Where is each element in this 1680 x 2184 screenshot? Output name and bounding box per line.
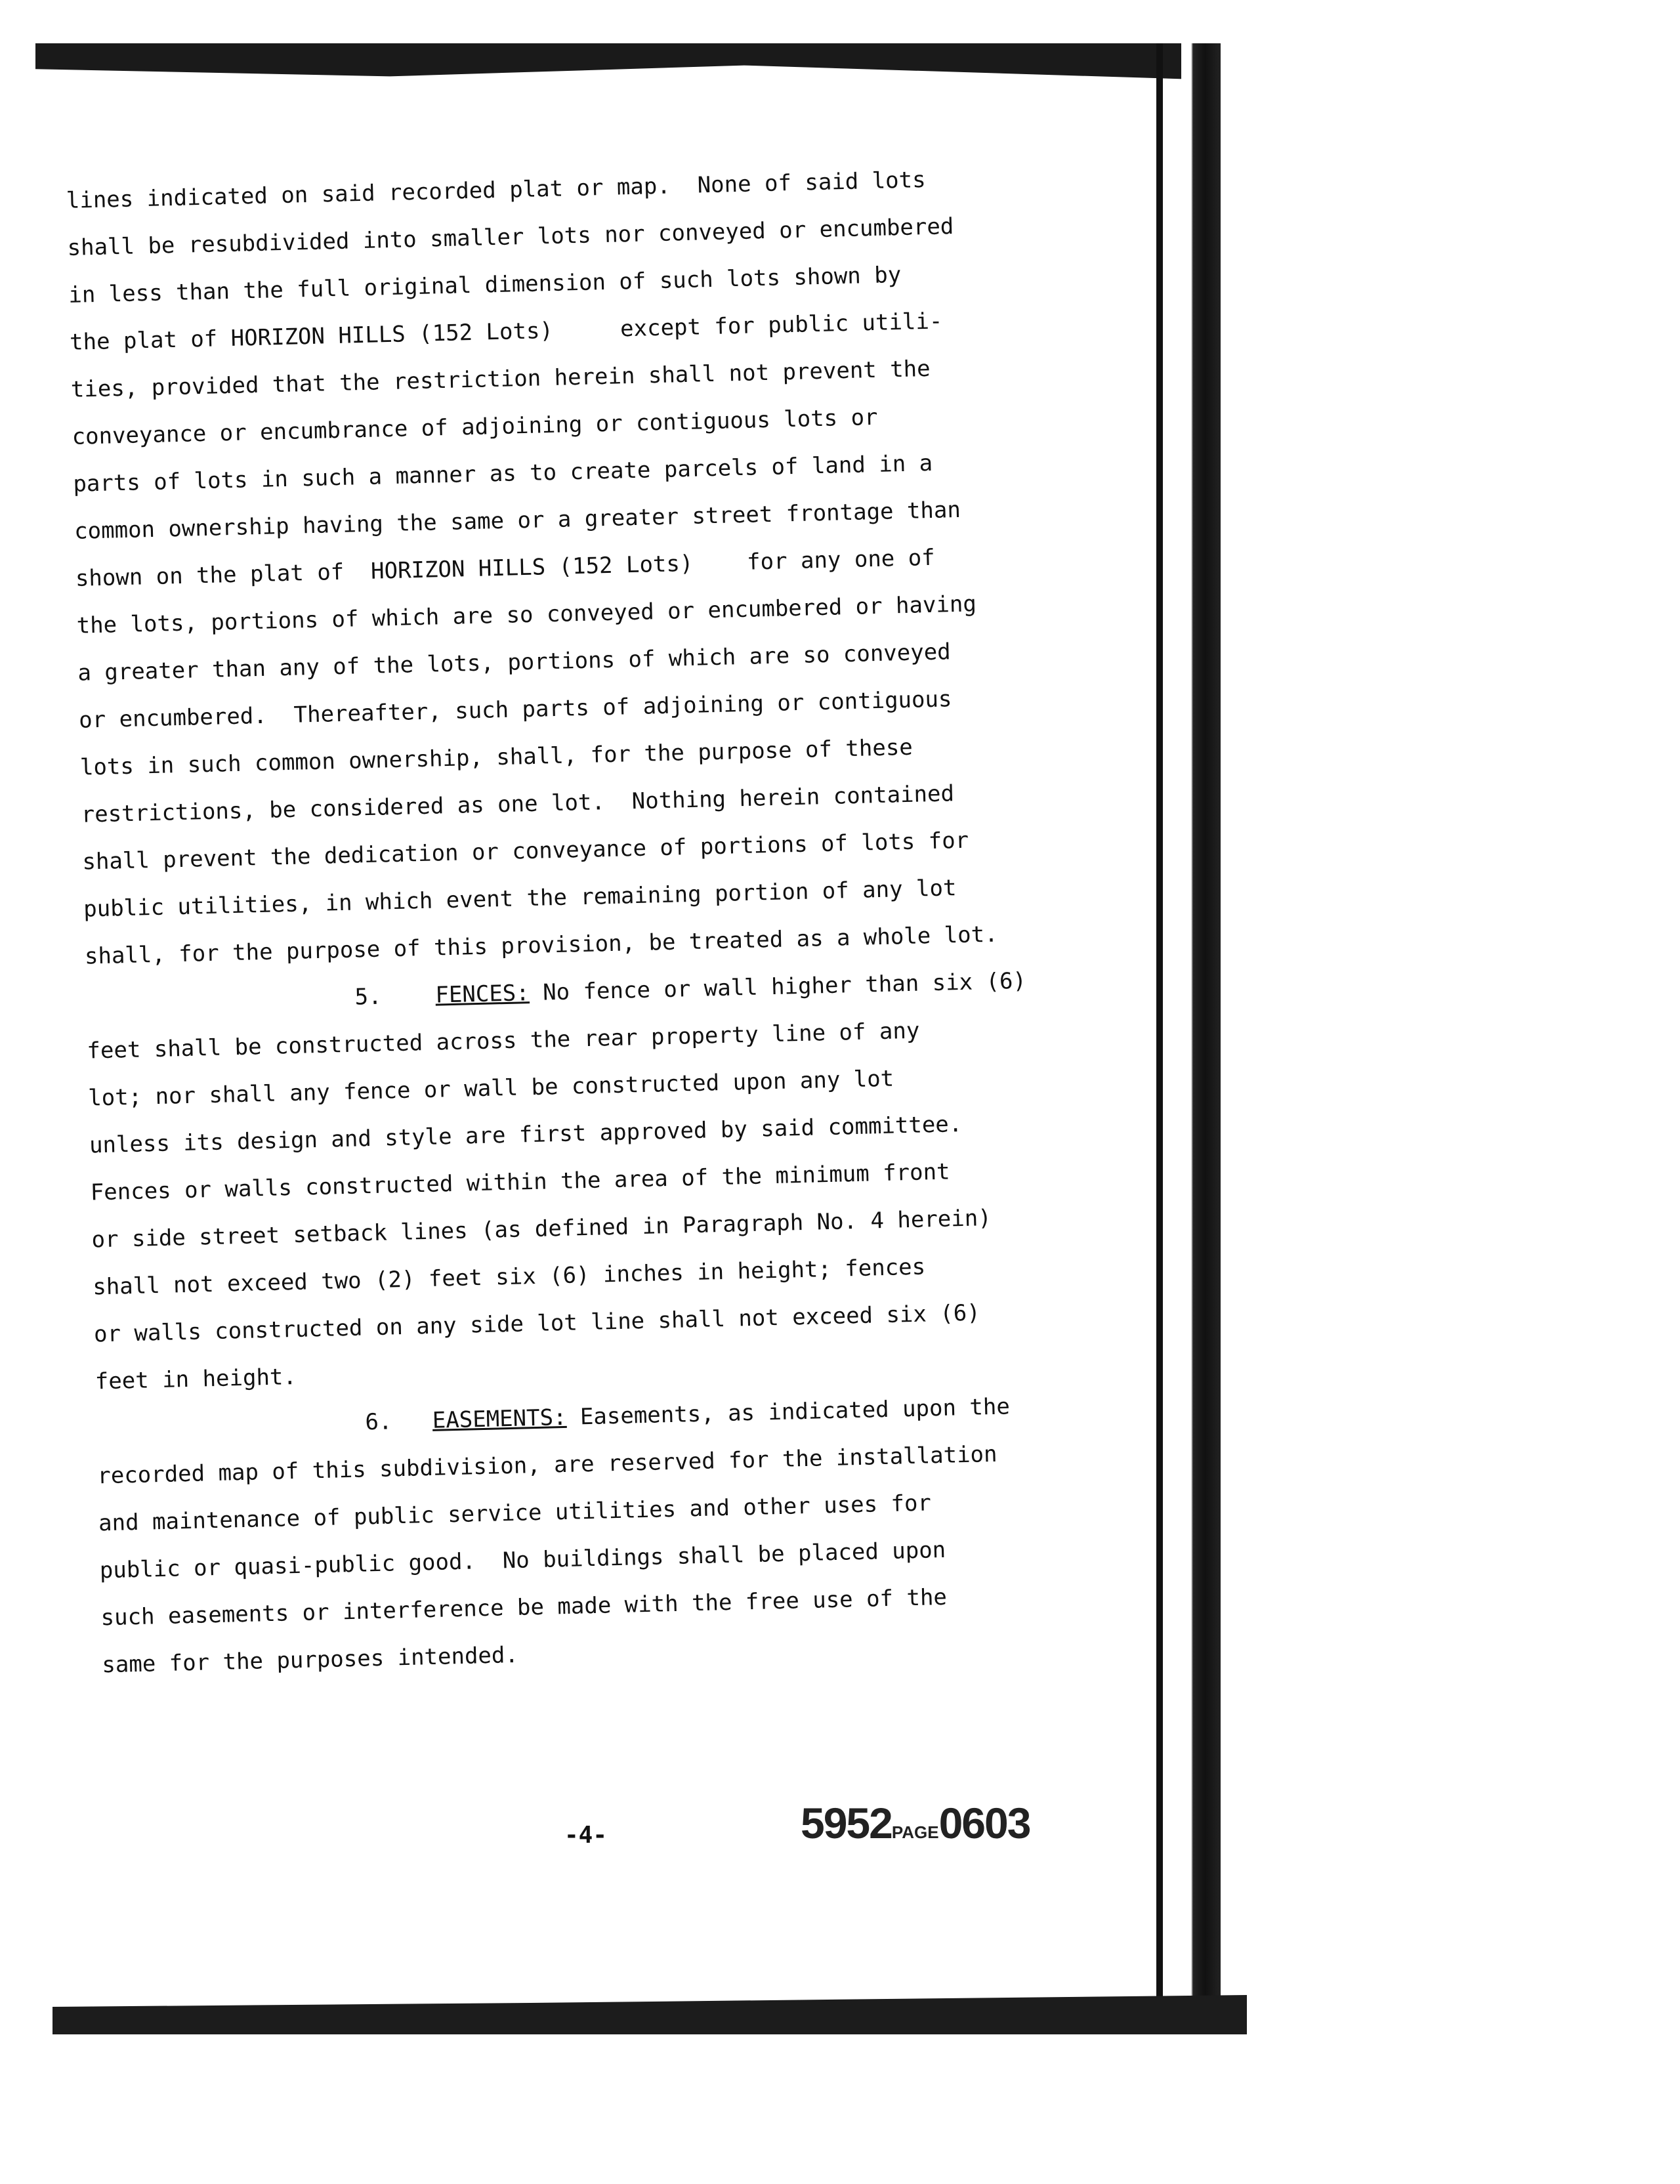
text-line: public utilities, in which event the remaining portion of any lot bbox=[83, 875, 957, 923]
text-line: in less than the full original dimension of such lots shown by bbox=[68, 261, 902, 308]
page-number: -4- bbox=[564, 1822, 608, 1849]
text-line: shall, for the purpose of this provision, be treated as a whole lot. bbox=[84, 921, 999, 970]
section-number: 5. bbox=[354, 983, 383, 1011]
scan-edge-right-inner bbox=[1156, 43, 1163, 2012]
book-page-stamp bbox=[801, 1798, 1030, 1848]
text-line: unless its design and style are first approved by said committee. bbox=[89, 1111, 963, 1159]
text-line: shown on the plat of HORIZON HILLS (152 Lots) for any one of bbox=[75, 544, 936, 592]
text-line: ties, provided that the restriction herein shall not prevent the bbox=[70, 355, 931, 403]
text-line: same for the purposes intended. bbox=[101, 1641, 519, 1679]
paragraph-lots bbox=[66, 152, 1122, 980]
text-line: parts of lots in such a manner as to create parcels of land in a bbox=[72, 450, 933, 497]
text-line: and maintenance of public service utilities and other uses for bbox=[98, 1490, 932, 1537]
text-line: or encumbered. Thereafter, such parts of adjoining or contiguous bbox=[78, 686, 952, 734]
text-line: such easements or interference be made with the free use of the bbox=[100, 1584, 948, 1631]
section-heading: FENCES: bbox=[434, 980, 530, 1009]
paragraph-fences bbox=[87, 1002, 1133, 1405]
text-line: or side street setback lines (as defined in Paragraph No. 4 herein) bbox=[91, 1205, 992, 1253]
book-page-label: PAGE bbox=[891, 1822, 939, 1842]
paragraph-easements bbox=[96, 1427, 1139, 1689]
text-line: or walls constructed on any side lot line shall not exceed six (6) bbox=[93, 1299, 981, 1348]
text-line: the plat of HORIZON HILLS (152 Lots) except for public utili- bbox=[69, 308, 943, 356]
section-first-line: Easements, as indicated upon the bbox=[566, 1393, 1011, 1431]
text-line: feet shall be constructed across the rear property line of any bbox=[87, 1017, 920, 1064]
text-line: a greater than any of the lots, portions of which are so conveyed bbox=[77, 639, 952, 686]
text-line: feet in height. bbox=[94, 1363, 297, 1395]
text-line: lot; nor shall any fence or wall be constructed upon any lot bbox=[87, 1065, 894, 1112]
text-line: common ownership having the same or a greater street frontage than bbox=[74, 496, 961, 545]
text-line: shall not exceed two (2) feet six (6) inches in height; fences bbox=[92, 1253, 926, 1301]
text-line: lots in such common ownership, shall, for the purpose of these bbox=[79, 734, 914, 781]
book-page: 0603 bbox=[938, 1799, 1030, 1847]
text-line: restrictions, be considered as one lot. Nothing herein contained bbox=[81, 780, 955, 828]
section-first-line: No fence or wall higher than six (6) bbox=[529, 967, 1027, 1007]
section-heading: EASEMENTS: bbox=[432, 1404, 567, 1434]
text-line: recorded map of this subdivision, are reserved for the installation bbox=[96, 1440, 998, 1490]
book-number: 5952 bbox=[801, 1799, 892, 1847]
scan-edge-right bbox=[1181, 43, 1221, 2012]
text-line: the lots, portions of which are so conveyed or encumbered or having bbox=[76, 591, 977, 639]
text-line: shall be resubdivided into smaller lots nor conveyed or encumbered bbox=[67, 213, 954, 261]
section-number: 6. bbox=[365, 1408, 392, 1436]
text-line: public or quasi-public good. No buildings shall be placed upon bbox=[99, 1536, 946, 1584]
text-line: shall prevent the dedication or conveyance of portions of lots for bbox=[82, 827, 969, 875]
document-body bbox=[66, 152, 1139, 1689]
text-line: Fences or walls constructed within the area of the minimum front bbox=[90, 1158, 950, 1206]
text-line: conveyance or encumbrance of adjoining or contiguous lots or bbox=[72, 404, 878, 450]
text-line: lines indicated on said recorded plat or map. None of said lots bbox=[66, 166, 927, 214]
